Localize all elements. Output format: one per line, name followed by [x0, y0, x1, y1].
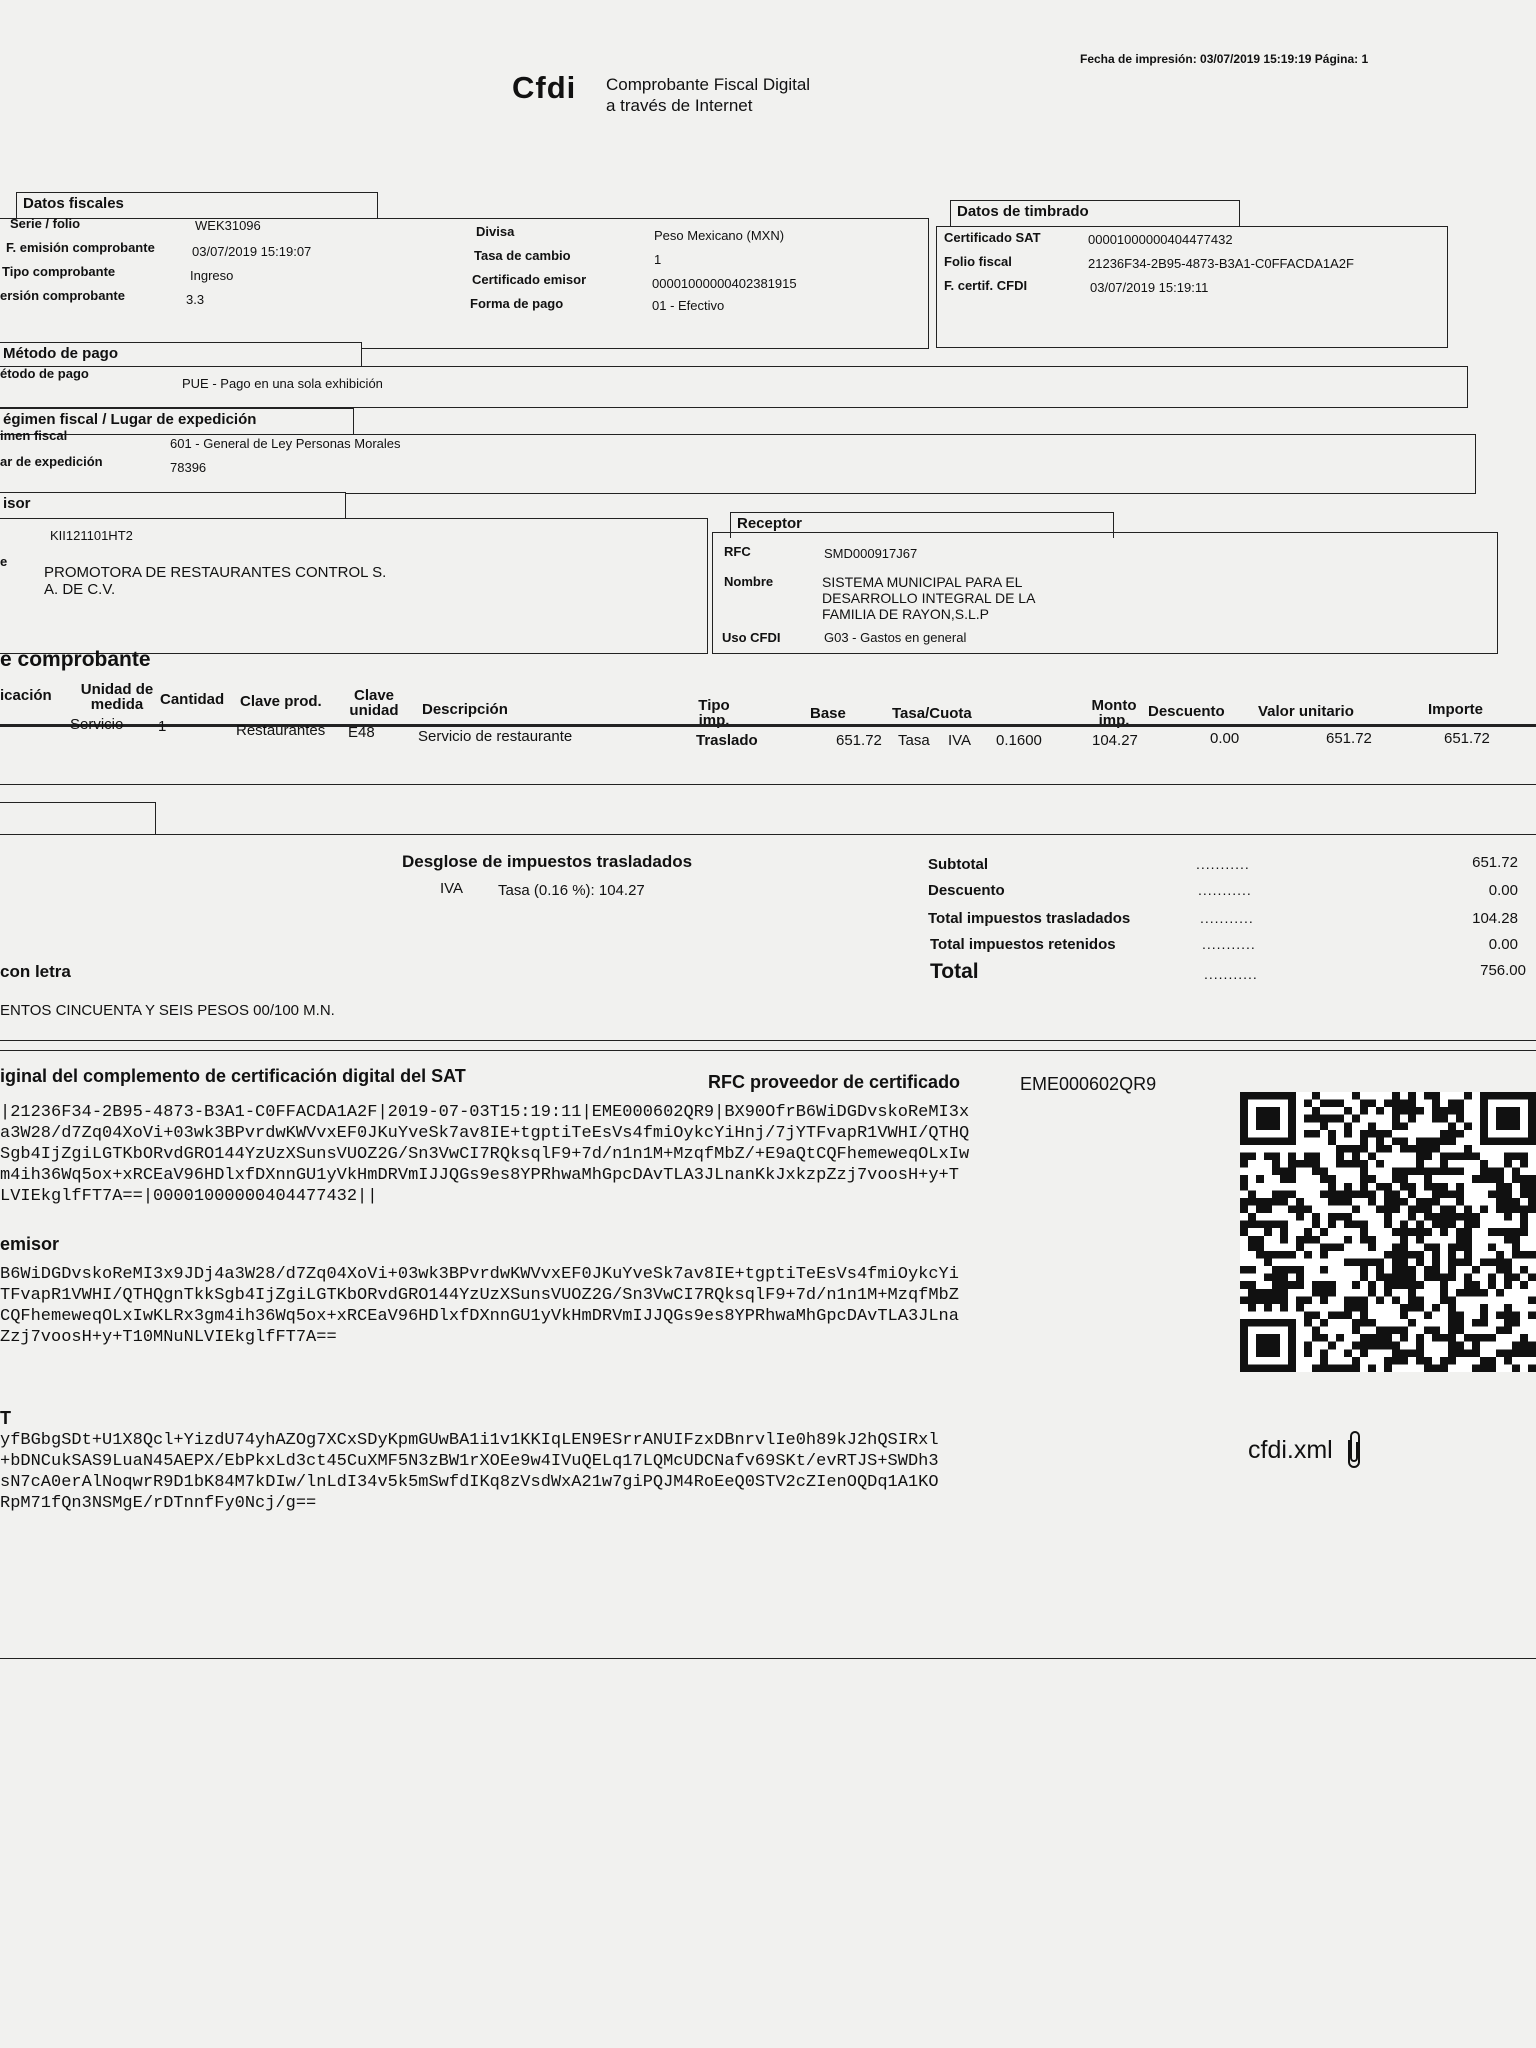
desglose-detalle: Tasa (0.16 %): 104.27 — [498, 882, 645, 899]
folio-fiscal-label: Folio fiscal — [944, 254, 1012, 269]
th-importe: Importe — [1428, 701, 1484, 718]
row-tipo-imp: Traslado — [696, 732, 758, 749]
retenidos-value: 0.00 — [1488, 936, 1518, 953]
tipo-value: Ingreso — [190, 268, 234, 283]
row-impuesto: IVA — [948, 732, 972, 749]
sello-emisor-line: Zzj7voosH+y+T10MNuNLVIEkglfFT7A== — [0, 1328, 337, 1347]
cert-sat-value: 00001000000404477432 — [1088, 232, 1233, 247]
retenidos-label: Total impuestos retenidos — [930, 936, 1116, 953]
th-monto-imp-line-2: imp. — [1098, 712, 1130, 729]
sello-emisor-line: CQFhemeweqOLxIwKLRx3gm4ih36Wq5ox+xRCEaV96HDlxfDXnnGU1yVkHmDRVmIJJQGs9es8YPRhwaMhGpcDAvTLA3JLna — [0, 1307, 959, 1326]
row-monto-imp: 104.27 — [1092, 732, 1138, 749]
th-tasa-cuota: Tasa/Cuota — [892, 705, 972, 722]
row-valor-unitario: 651.72 — [1326, 730, 1372, 747]
descuento-label: Descuento — [928, 882, 1005, 899]
folio-fiscal-value: 21236F34-2B95-4873-B3A1-C0FFACDA1A2F — [1088, 256, 1354, 271]
sello-sat-line: yfBGbgSDt+U1X8Qcl+YizdU74yhAZOg7XCxSDyKpmGUwBA1i1v1KKIqLEN9ESrrANUIFzxDBnrvlIe0h89kJ2hQSIRxl — [0, 1431, 939, 1450]
empty-section-tab — [0, 802, 156, 834]
conceptos-title: e comprobante — [0, 648, 151, 671]
receptor-nombre-label: Nombre — [724, 574, 774, 589]
row-base: 651.72 — [836, 732, 882, 749]
th-base: Base — [810, 705, 846, 722]
forma-pago-value: 01 - Efectivo — [652, 298, 725, 313]
th-unidad-line-2: medida — [90, 696, 144, 713]
row-tasa: Tasa — [898, 732, 930, 749]
tasa-value: 1 — [654, 252, 662, 267]
importe-letra-value: ENTOS CINCUENTA Y SEIS PESOS 00/100 M.N. — [0, 1002, 335, 1019]
subtotal-label: Subtotal — [928, 856, 988, 873]
version-label: ersión comprobante — [0, 288, 125, 303]
cert-emisor-label: Certificado emisor — [472, 272, 587, 287]
sello-emisor-text — [0, 1264, 1230, 1348]
cadena-line: Sgb4IjZgiLGTKbORvdGRO144YzUzXSunsVUOZ2G/Sn3VwCI7RQksqlF9+7d/n1n1M+MzqfMbZ/+E9aQtCQFhemeweqOLxIw — [0, 1145, 970, 1164]
rfc-proveedor-value: EME000602QR9 — [1020, 1074, 1157, 1094]
serie-value: WEK31096 — [195, 218, 261, 233]
tagline-line-1: Comprobante Fiscal Digital — [606, 75, 811, 94]
receptor-title: Receptor — [730, 512, 1114, 538]
descuento-dots: ........... — [1198, 882, 1252, 898]
receptor-nombre — [822, 574, 1035, 622]
forma-pago-label: Forma de pago — [470, 296, 564, 311]
row-descuento: 0.00 — [1210, 730, 1240, 747]
serie-label: Serie / folio — [10, 216, 81, 231]
sello-emisor-line: B6WiDGDvskoReMI3x9JDj4a3W28/d7Zq04XoVi+03wk3BPvrdwKWVvxEF0JKuYveSk7av8IE+tgptiTeEsVs4fmiOykcYi — [0, 1265, 959, 1284]
row-importe: 651.72 — [1444, 730, 1490, 747]
datos-fiscales-title: Datos fiscales — [16, 192, 378, 218]
tagline-line-2: a través de Internet — [606, 96, 753, 115]
row-clave-prod: Restaurantes — [236, 722, 326, 739]
trasladados-label: Total impuestos trasladados — [928, 910, 1131, 927]
paperclip-icon — [1343, 1428, 1365, 1472]
metodo-pago-label: étodo de pago — [0, 366, 89, 381]
cfdi-logo: Cfdi — [512, 70, 577, 105]
timbrado-title: Datos de timbrado — [950, 200, 1240, 226]
emisor-nombre-line-1: PROMOTORA DE RESTAURANTES CONTROL S. — [44, 564, 387, 581]
conceptos-bottom-rule — [0, 784, 1536, 785]
fcert-value: 03/07/2019 15:19:11 — [1090, 280, 1209, 295]
row-descripcion: Servicio de restaurante — [418, 728, 573, 745]
sello-emisor-line: TFvapR1VWHI/QTHQgnTkkSgb4IjZgiLGTKbORvdGRO144YzUzXSunsVUOZ2G/Sn3VwCI7RQksqlF9+7d/n1n1M+MzqfMbZ — [0, 1286, 959, 1305]
cert-sat-label: Certificado SAT — [944, 230, 1041, 245]
cadena-line: LVIEkglfFT7A==|00001000000404477432|| — [0, 1187, 378, 1206]
regimen-label: imen fiscal — [0, 428, 68, 443]
sello-sat-title: T — [0, 1408, 11, 1428]
row-cuota: 0.1600 — [996, 732, 1042, 749]
lugar-label: ar de expedición — [0, 454, 103, 469]
receptor-nombre-line-2: DESARROLLO INTEGRAL DE LA — [822, 590, 1036, 606]
emisor-title: isor — [0, 492, 346, 518]
th-cantidad: Cantidad — [160, 691, 225, 708]
attachment-link[interactable] — [1248, 1428, 1365, 1472]
emision-label: F. emisión comprobante — [6, 240, 155, 255]
total-label: Total — [930, 960, 979, 983]
metodo-pago-value: PUE - Pago en una sola exhibición — [182, 376, 383, 391]
receptor-nombre-line-1: SISTEMA MUNICIPAL PARA EL — [822, 574, 1023, 590]
desglose-impuesto: IVA — [440, 880, 464, 897]
th-clave-unidad-line-2: unidad — [349, 702, 399, 719]
emision-value: 03/07/2019 15:19:07 — [192, 244, 312, 259]
cadena-text — [0, 1102, 1230, 1207]
cadena-title: iginal del complemento de certificación digital del SAT — [0, 1066, 466, 1086]
th-clave-unidad — [346, 688, 402, 718]
tasa-label: Tasa de cambio — [474, 248, 571, 263]
uso-cfdi-value: G03 - Gastos en general — [824, 630, 967, 645]
sello-sat-line: RpM71fQn3NSMgE/rDTnnfFy0Ncj/g== — [0, 1494, 317, 1513]
receptor-rfc-value: SMD000917J67 — [824, 546, 918, 561]
metodo-pago-title: Método de pago — [0, 342, 362, 366]
row-clave-unidad: E48 — [348, 724, 375, 741]
attachment-filename[interactable]: cfdi.xml — [1248, 1435, 1333, 1464]
th-descuento: Descuento — [1148, 703, 1225, 720]
cadena-line: m4ih36Wq5ox+xRCEaV96HDlxfDXnnGU1yVkHmDRVmIJJQGs9es8YPRhwaMhGpcDAvTLA3JLnanKkJxkzpZzj7voosH+y+T — [0, 1166, 959, 1185]
empty-section-rule — [0, 834, 1536, 835]
receptor-nombre-line-3: FAMILIA DE RAYON,S.L.P — [822, 606, 990, 622]
footer-rule — [0, 1658, 1536, 1659]
qr-code — [1240, 1092, 1536, 1372]
th-descripcion: Descripción — [422, 701, 508, 718]
receptor-rfc-label: RFC — [724, 544, 751, 559]
rfc-proveedor-label: RFC proveedor de certificado — [708, 1072, 961, 1092]
regimen-title: égimen fiscal / Lugar de expedición — [0, 408, 354, 434]
subtotal-dots: ........... — [1196, 856, 1250, 872]
lugar-value: 78396 — [170, 460, 207, 475]
retenidos-dots: ........... — [1202, 936, 1256, 952]
sello-sat-text — [0, 1430, 1230, 1514]
row-cantidad: 1 — [158, 718, 167, 735]
emisor-nombre-label: e — [0, 554, 8, 569]
emisor-nombre — [44, 564, 386, 598]
sello-sat-line: sN7cA0erAlNoqwrR9D1bK84M7kDIw/lnLdI34v5k5mSwfdIKq8zVsdWxA21w7giPQJM4RoEeQ0STV2cZIenOQDq1A1KO — [0, 1473, 939, 1492]
trasladados-dots: ........... — [1200, 910, 1254, 926]
totales-rule-2 — [0, 1050, 1536, 1051]
row-unidad: Servicio — [70, 716, 124, 733]
tipo-label: Tipo comprobante — [2, 264, 116, 279]
subtotal-value: 651.72 — [1472, 854, 1518, 871]
importe-letra-label: con letra — [0, 962, 71, 981]
totales-rule-1 — [0, 1040, 1536, 1041]
divisa-value: Peso Mexicano (MXN) — [654, 228, 785, 243]
sello-emisor-title: emisor — [0, 1234, 60, 1254]
uso-cfdi-label: Uso CFDI — [722, 630, 781, 645]
th-clasificacion: icación — [0, 687, 52, 704]
emisor-rfc-value: KII121101HT2 — [50, 528, 133, 543]
th-clave-prod: Clave prod. — [240, 693, 322, 710]
th-tipo-imp-line-1: Tipo — [698, 697, 730, 714]
total-dots: ........... — [1204, 966, 1258, 982]
total-value: 756.00 — [1480, 962, 1526, 979]
cadena-line: |21236F34-2B95-4873-B3A1-C0FFACDA1A2F|2019-07-03T15:19:11|EME000602QR9|BX90OfrB6WiDGDvskoReMI3x — [0, 1103, 970, 1122]
print-date: Fecha de impresión: 03/07/2019 15:19:19 Página: 1 — [1080, 52, 1369, 66]
regimen-value: 601 - General de Ley Personas Morales — [170, 436, 401, 451]
conceptos-header-rule — [0, 724, 1536, 727]
trasladados-value: 104.28 — [1472, 910, 1518, 927]
cert-emisor-value: 00001000000402381915 — [652, 276, 797, 291]
version-value: 3.3 — [186, 292, 205, 307]
th-clave-unidad-line-1: Clave — [353, 687, 395, 704]
th-valor-unitario: Valor unitario — [1258, 703, 1354, 720]
th-tipo-imp-line-2: imp. — [698, 712, 730, 729]
emisor-nombre-line-2: A. DE C.V. — [44, 581, 116, 598]
descuento-value: 0.00 — [1488, 882, 1518, 899]
fcert-label: F. certif. CFDI — [944, 278, 1028, 293]
header-tagline — [606, 74, 810, 116]
th-unidad — [74, 682, 160, 712]
th-unidad-line-1: Unidad de — [80, 681, 154, 698]
desglose-title: Desglose de impuestos trasladados — [402, 852, 693, 871]
divisa-label: Divisa — [476, 224, 515, 239]
sello-sat-line: +bDNCukSAS9LuaN45AEPX/EbPkxLd3ct45CuXMF5N3zBW1rXOEe9w4IVuQELq17LQMcUDCNafv69SKt/evRTJS+SWDh3 — [0, 1452, 939, 1471]
th-monto-imp-line-1: Monto — [1091, 697, 1137, 714]
cadena-line: a3W28/d7Zq04XoVi+03wk3BPvrdwKWVvxEF0JKuYveSk7av8IE+tgptiTeEsVs4fmiOykcYiHnj/7jYTFvapR1VWHI/QTHQ — [0, 1124, 970, 1143]
